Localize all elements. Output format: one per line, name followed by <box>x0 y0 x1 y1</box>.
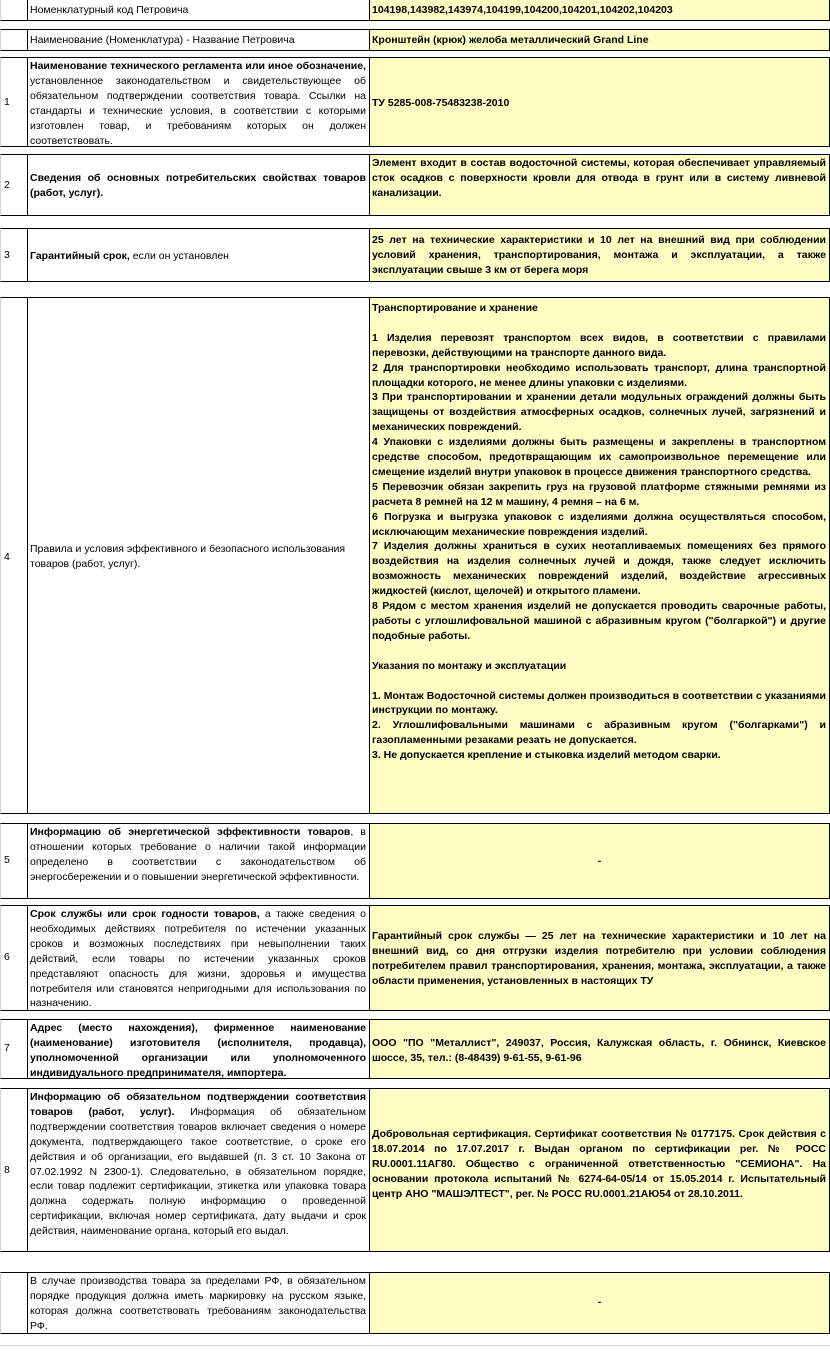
row-number-cell[interactable] <box>0 823 27 899</box>
row-label-bold: Срок службы или срок годности товаров, <box>30 908 260 920</box>
table-row <box>0 823 830 899</box>
row-number-cell[interactable] <box>0 228 27 282</box>
row-label <box>30 907 366 1011</box>
row-value: Гарантийный срок службы — 25 лет на технические характеристики и 10 лет на внешний вид, со дня отгрузки изделия потребителю при условии соблюдения потребителем правил транспортирования, хранения, монтажа, эксплуатации, а также области применения, установленных в настоящих ТУ <box>372 930 826 987</box>
name-label: Наименование (Номенклатура) - Название Петровича <box>30 34 295 46</box>
rules-item: 6 Погрузка и выгрузка упаковок с изделиями должна осуществляться способом, исключающим механические повреждения изделий. <box>372 510 826 538</box>
row-number-cell[interactable] <box>0 1088 27 1252</box>
header-code-row <box>0 0 830 21</box>
row-number-cell[interactable] <box>0 905 27 1011</box>
row-label-bold: Наименование технического регламента или иное обозначение, <box>30 60 366 72</box>
row-number: 2 <box>4 179 10 191</box>
table-row <box>0 1019 830 1079</box>
row-label-bold: Сведения об основных потребительских свойствах товаров (работ, услуг). <box>30 172 366 199</box>
row-number: 1 <box>4 96 10 108</box>
row-number: 7 <box>4 1042 10 1054</box>
row-label <box>30 1090 366 1239</box>
label-cell[interactable] <box>27 29 369 51</box>
row-number-cell[interactable] <box>0 57 27 147</box>
row-label-rest: Информация об обязательном подтверждении соответствия товаров включает сведения о номере документа, подтверждающего такое соответствие, о сроке его действия и об организации, его выдавшей (п. 3 ст. 10 Закона от 07.02.1992 N 2300-1). Следовательно, в обязательном порядке, если товар подлежит сертификации, этикетка или упаковка товара должна содержать полную информацию о проведенной сертификации, включая номер сертификата, дату выдачи и срок действия, наименование органа, который его выдал. <box>30 1105 366 1238</box>
label-cell[interactable] <box>27 0 369 21</box>
table-row <box>0 57 830 147</box>
table-row <box>0 154 830 216</box>
rules-item: 4 Упаковки с изделиями должны быть размещены и закреплены в транспортном средстве способом, предотвращающим их самопроизвольное перемещение или смещение изделий внутри упаковок в процессе движения транспортного средства. <box>372 436 826 478</box>
row-number: 8 <box>4 1164 10 1176</box>
mounting-item: 1. Монтаж Водосточной системы должен производиться в соответствии с указаниями инструкции по монтажу. <box>372 689 826 717</box>
table-row <box>0 228 830 282</box>
value-cell[interactable] <box>369 1088 830 1252</box>
row-number-cell[interactable] <box>0 1019 27 1079</box>
rules-spacer <box>372 644 826 659</box>
rules-item: 5 Перевозчик обязан закрепить груз на грузовой платформе стяжными ремнями из расчета 8 ремней на 12 м машину, 4 ремня – на 6 м. <box>372 480 826 508</box>
table-row <box>0 297 830 814</box>
row-label <box>30 249 366 264</box>
value-cell[interactable] <box>369 297 830 814</box>
value-cell[interactable] <box>369 1272 830 1334</box>
row-label-rest: Правила и условия эффективного и безопасного использования товаров (работ, услуг). <box>30 543 346 570</box>
table-row <box>0 1272 830 1334</box>
row-value: Элемент входит в состав водосточной системы, которая обеспечивает управляемый сток осадков с поверхности кровли для отвода в грунт или в систему ливневой канализации. <box>372 157 826 199</box>
label-cell[interactable] <box>27 228 369 282</box>
label-cell[interactable] <box>27 905 369 1011</box>
mounting-item: 3. Не допускается крепление и стыковка изделий методом сварки. <box>372 749 721 762</box>
value-cell[interactable] <box>369 823 830 899</box>
row-number-cell[interactable] <box>0 154 27 216</box>
rules-item: 2 Для транспортировки необходимо использовать транспорт, длина транспортной площадки которого, не менее длины упаковки с изделиями. <box>372 361 826 389</box>
rules-item: 3 При транспортировании и хранении детали модульных ограждений должны быть защищены от воздействия атмосферных осадков, солнечных лучей, загрязнений и механических повреждений. <box>372 391 826 434</box>
mounting-heading: Указания по монтажу и эксплуатации <box>372 659 567 672</box>
row-value: - <box>597 855 602 867</box>
table-row <box>0 905 830 1011</box>
row-value: 25 лет на технические характеристики и 10 лет на внешний вид при соблюдении условий хранения, транспортирования, монтажа и эксплуатации, а также эксплуатации свыше 3 км от берега моря <box>372 234 826 276</box>
value-cell[interactable] <box>369 29 830 51</box>
label-cell[interactable] <box>27 1272 369 1334</box>
row-value: ООО "ПО "Металлист", 249037, Россия, Калужская область, г. Обнинск, Киевское шоссе, 35, тел.: (8-48439) 9-61-55, 9-61-96 <box>372 1037 826 1064</box>
transport-rules <box>372 301 826 763</box>
row-number: 4 <box>4 551 10 563</box>
row-number-cell[interactable] <box>0 0 27 21</box>
label-cell[interactable] <box>27 1088 369 1252</box>
row-label-rest: , в отношении которых требование о наличии такой информации определено в соответствии с законодательством об энергосбережении и о повышении энергетической эффективности. <box>30 826 366 883</box>
value-cell[interactable] <box>369 154 830 216</box>
row-value: - <box>597 1296 602 1308</box>
label-cell[interactable] <box>27 154 369 216</box>
value-cell[interactable] <box>369 57 830 147</box>
rules-item: 1 Изделия перевозят транспортом всех видов, в соответствии с правилами перевозки, действующими на транспорте данного вида. <box>372 331 826 359</box>
name-value: Кронштейн (крюк) желоба металлический Grand Line <box>372 34 649 46</box>
row-number: 6 <box>4 951 10 963</box>
row-label-bold: Информацию об энергетической эффективности товаров <box>30 826 351 838</box>
row-value: ТУ 5285-008-75483238-2010 <box>372 97 510 109</box>
row-number: 3 <box>4 249 10 261</box>
row-label-rest: В случае производства товара за пределами РФ, в обязательном порядке продукция должна иметь маркировку на русском языке, которая должна соответствовать требованиям законодательства РФ. <box>30 1275 366 1332</box>
table-row <box>0 1088 830 1252</box>
rules-spacer <box>372 316 826 331</box>
code-label: Номенклатурный код Петровича <box>30 4 189 16</box>
row-label-rest: если он установлен <box>129 250 229 262</box>
rules-spacer <box>372 674 826 689</box>
rules-heading: Транспортирование и хранение <box>372 302 538 314</box>
code-value: 104198,143982,143974,104199,104200,104201,104202,104203 <box>372 4 673 16</box>
rules-item: 7 Изделия должны храниться в сухих неотапливаемых помещениях без прямого воздействия на изделия солнечных лучей и дождя, также следует исключить возможность механических повреждений изделий, воздействие агрессивных жидкостей (кислот, щелочей) и открытого пламени. <box>372 540 826 598</box>
row-label <box>30 59 366 148</box>
label-cell[interactable] <box>27 297 369 814</box>
row-label-bold: Информацию об обязательном подтверждении соответствия товаров (работ, услуг). <box>30 1091 366 1118</box>
value-cell[interactable] <box>369 1019 830 1079</box>
row-number: 5 <box>4 854 10 866</box>
empty-row-gridline <box>0 1345 830 1346</box>
row-number-cell[interactable] <box>0 1272 27 1334</box>
row-label-rest: установленное законодательством и свидетельствующее об обязательном подтверждении соответствия товара. Ссылки на стандарты и технические условия, в соответствии с которыми изготовлен товар, и требованиям которых он должен соответствовать. <box>30 74 366 147</box>
row-number-cell[interactable] <box>0 297 27 814</box>
row-label-bold: Адрес (место нахождения), фирменное наименование (наименование) изготовителя (исполнителя, продавца), уполномоченной организации или уполномоченного индивидуального предпринимателя, импортера. <box>30 1022 366 1079</box>
header-name-row <box>0 29 830 51</box>
value-cell[interactable] <box>369 0 830 21</box>
mounting-item: 2. Углошлифовальными машинами с абразивным кругом ("болгарками") и газопламенными резаками резать не допускается. <box>372 719 826 747</box>
row-label <box>30 825 366 885</box>
row-label-rest: а также сведения о необходимых действиях потребителя по истечении указанных сроков и возможных последствиях при невыполнении таких действий, если товары по истечении указанных сроков представляют опасность для жизни, здоровья и имущества потребителя или становятся непригодными для использования по назначению. <box>30 908 366 1010</box>
value-cell[interactable] <box>369 905 830 1011</box>
row-label-bold: Гарантийный срок, <box>30 250 130 262</box>
label-cell[interactable] <box>27 57 369 147</box>
row-value: Добровольная сертификация. Сертификат соответствия № 0177175. Срок действия с 18.07.2014 по 17.07.2017 г. Выдан органом по сертификации рег. № РОСС RU.0001.11АГ80. Общество с ограниченной ответственностью "СЕМИОНА". На основании протокола испытаний № 6274-64-05/14 от 15.05.2014 г. Испытательный центр АНО "МАШЭЛТЕСТ", рег. № РОСС RU.0001.21АЮ54 от 28.10.2011. <box>372 1128 826 1200</box>
label-cell[interactable] <box>27 1019 369 1079</box>
value-cell[interactable] <box>369 228 830 282</box>
row-number-cell[interactable] <box>0 29 27 51</box>
label-cell[interactable] <box>27 823 369 899</box>
rules-item: 8 Рядом с местом хранения изделий не допускается проводить сварочные работы, работы с углошлифовальной машиной с абразивным кругом ("болгаркой") и другие подобные работы. <box>372 600 826 642</box>
